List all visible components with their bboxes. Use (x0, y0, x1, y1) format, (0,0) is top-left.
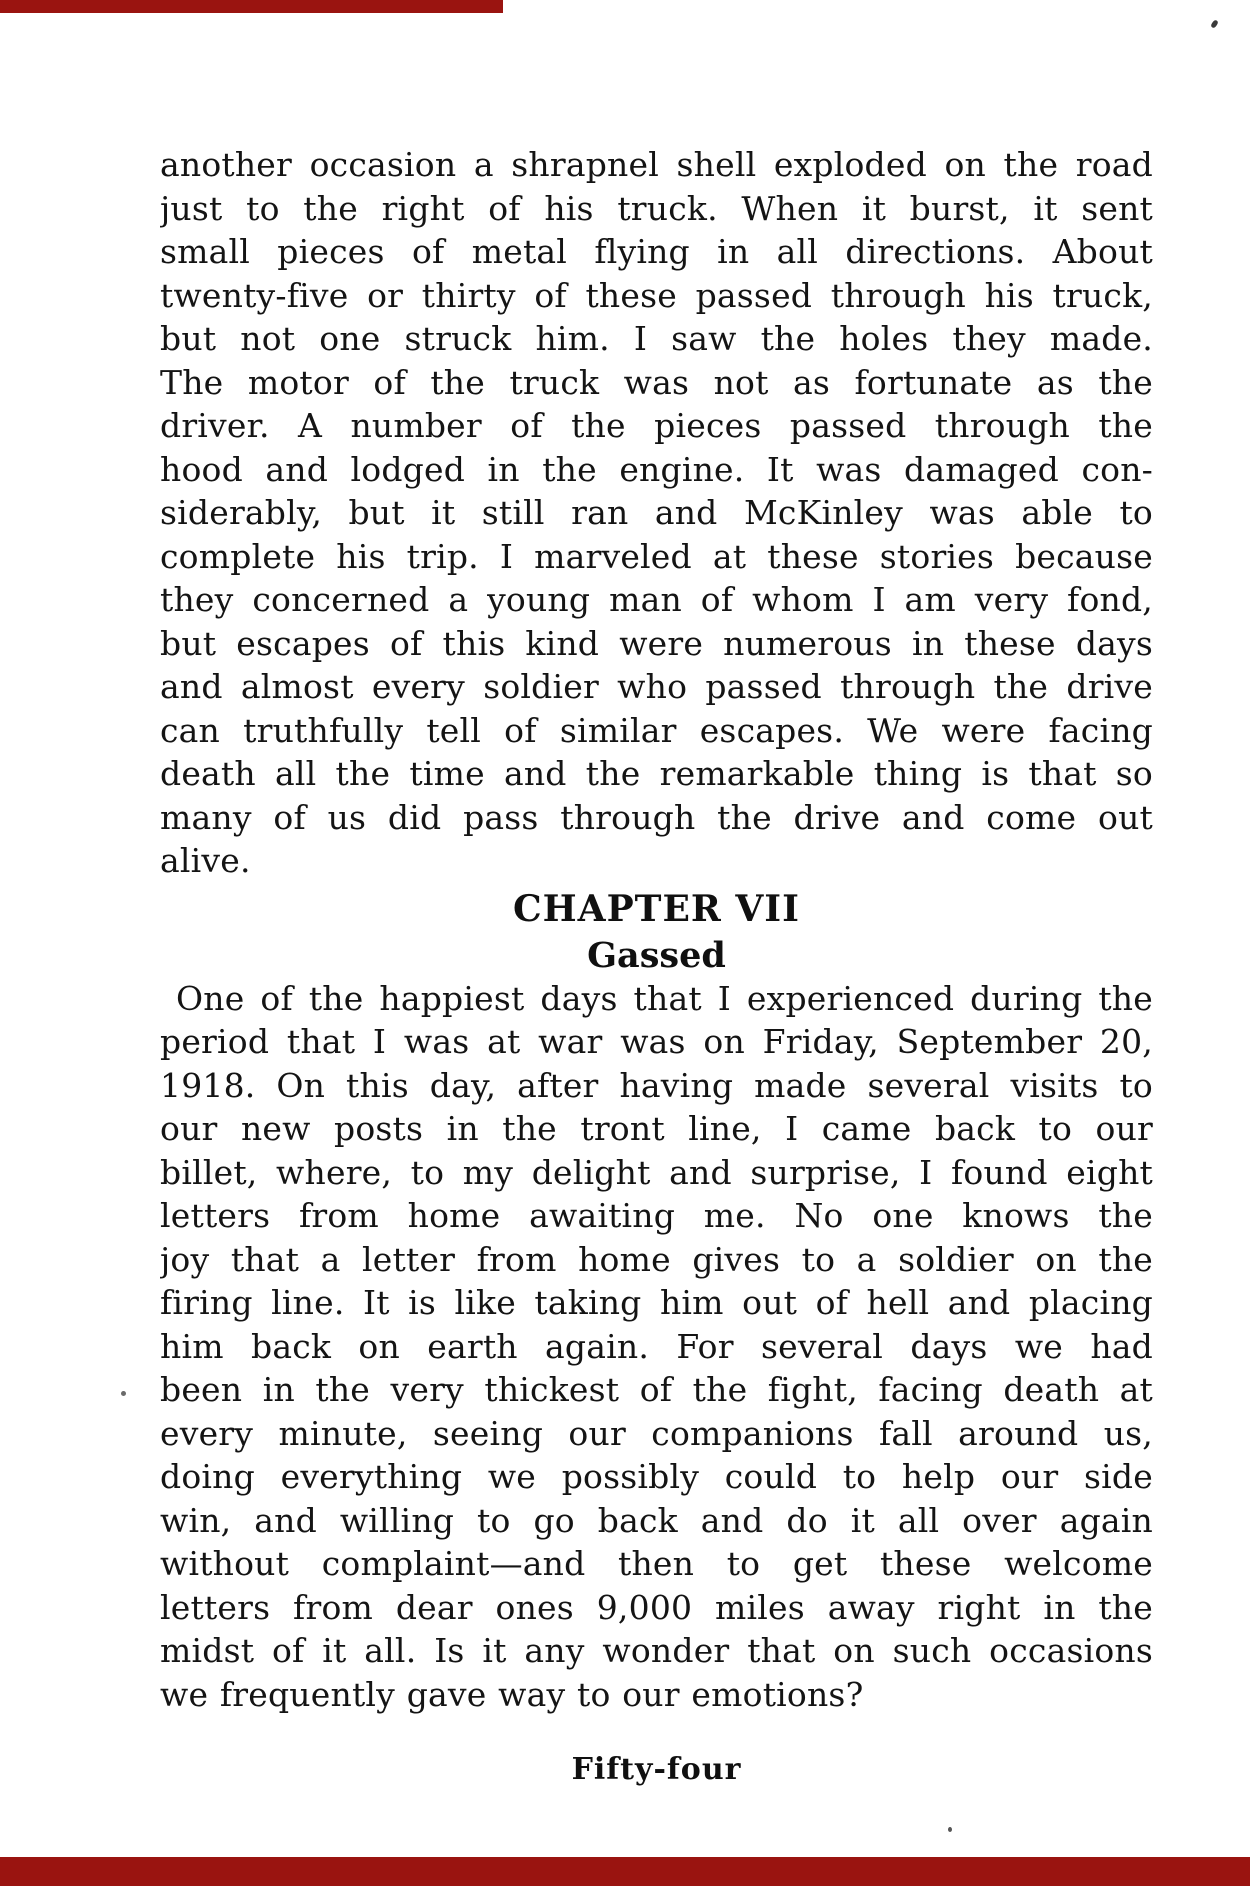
text-line: period that I was at war was on Friday, September 20, (160, 1022, 1153, 1061)
text-line: win, and willing to go back and do it all over again (160, 1500, 1153, 1540)
text-line: hood and lodged in the engine. It was damaged con- (160, 449, 1153, 489)
text-line: driver. A number of the pieces passed through the (160, 406, 1153, 445)
chapter-heading: CHAPTER VII (513, 887, 800, 930)
text-line: can truthfully tell of similar escapes. We were facing (160, 710, 1153, 750)
text-line: alive. (160, 841, 251, 880)
text-line: and almost every soldier who passed through the drive (160, 667, 1153, 706)
text-line: letters from home awaiting me. No one knows the (160, 1196, 1153, 1235)
paragraph-continued-from-previous-page (160, 143, 1153, 883)
text-line: 1918. On this day, after having made several visits to (160, 1065, 1153, 1105)
text-line: midst of it all. Is it any wonder that on such occasions (160, 1631, 1153, 1670)
text-line: but escapes of this kind were numerous in these days (160, 623, 1153, 663)
page-number: Fifty-four (571, 1752, 742, 1787)
text-line: letters from dear ones 9,000 miles away right in the (160, 1587, 1153, 1627)
text-line: we frequently gave way to our emotions? (160, 1674, 864, 1714)
text-line: death all the time and the remarkable thing is that so (160, 754, 1153, 793)
section-heading: Gassed (587, 934, 726, 976)
text-line: another occasion a shrapnel shell exploded on the road (160, 145, 1153, 184)
scan-speck (948, 1827, 952, 1832)
text-line: but not one struck him. I saw the holes they made. (160, 319, 1153, 358)
text-line: just to the right of his truck. When it burst, it sent (160, 188, 1153, 228)
text-line: without complaint—and then to get these welcome (160, 1544, 1153, 1583)
scan-speck (121, 1391, 126, 1396)
top-edge-red-bar (0, 0, 503, 13)
text-line: they concerned a young man of whom I am very fond, (160, 580, 1153, 619)
text-line: firing line. It is like taking him out of hell and placing (160, 1283, 1153, 1322)
scan-speck (1210, 19, 1219, 28)
paragraph-gassed (160, 977, 1153, 1717)
page-content (160, 143, 1153, 1787)
text-line: siderably, but it still ran and McKinley was able to (160, 493, 1153, 532)
text-line: our new posts in the tront line, I came back to our (160, 1109, 1153, 1148)
text-line: him back on earth again. For several days we had (160, 1326, 1153, 1366)
text-line: complete his trip. I marveled at these stories because (160, 536, 1153, 576)
text-line: every minute, seeing our companions fall around us, (160, 1413, 1153, 1453)
text-line: One of the happiest days that I experienced during the (176, 978, 1153, 1018)
text-line: twenty-five or thirty of these passed through his truck, (160, 275, 1153, 315)
text-line: small pieces of metal flying in all directions. About (160, 232, 1153, 271)
text-line: been in the very thickest of the fight, facing death at (160, 1370, 1153, 1409)
text-line: many of us did pass through the drive and come out (160, 797, 1153, 837)
text-line: billet, where, to my delight and surprise, I found eight (160, 1152, 1153, 1192)
text-line: The motor of the truck was not as fortunate as the (160, 362, 1153, 402)
text-line: joy that a letter from home gives to a soldier on the (160, 1239, 1153, 1279)
bottom-edge-red-bar (0, 1857, 1250, 1886)
text-line: doing everything we possibly could to help our side (160, 1457, 1153, 1496)
